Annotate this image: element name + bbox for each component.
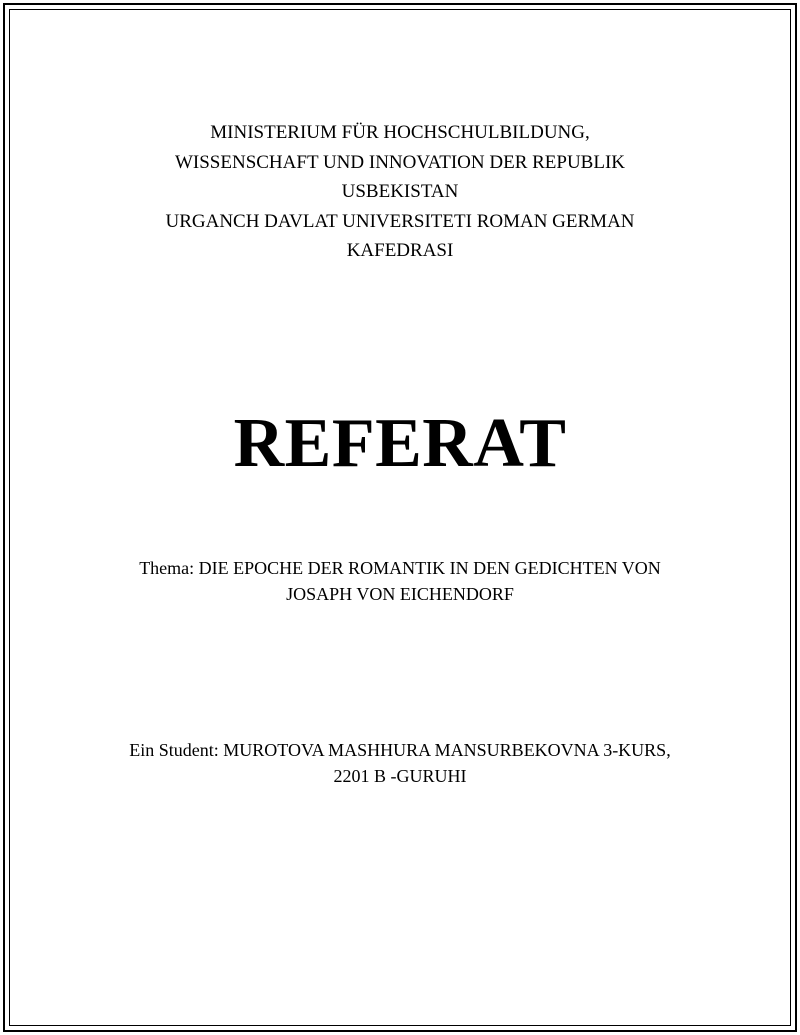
document-title: REFERAT [233,405,567,482]
student-block [0,737,800,789]
header-line: URGANCH DAVLAT UNIVERSITETI ROMAN GERMAN [165,210,635,232]
topic-line: Thema: DIE EPOCHE DER ROMANTIK IN DEN GEDICHTEN VON [139,558,661,578]
header-line: USBEKISTAN [341,181,459,202]
institution-header [0,118,800,266]
header-line: KAFEDRASI [346,240,454,261]
topic-line: JOSAPH VON EICHENDORF [286,584,514,604]
header-line: MINISTERIUM FÜR HOCHSCHULBILDUNG, [210,122,590,143]
student-line: 2201 B -GURUHI [333,766,467,786]
header-line: WISSENSCHAFT UND INNOVATION DER REPUBLIK [174,151,626,173]
student-line: Ein Student: MUROTOVA MASHHURA MANSURBEKOVNA 3-KURS, [129,740,671,760]
topic-block [0,555,800,607]
